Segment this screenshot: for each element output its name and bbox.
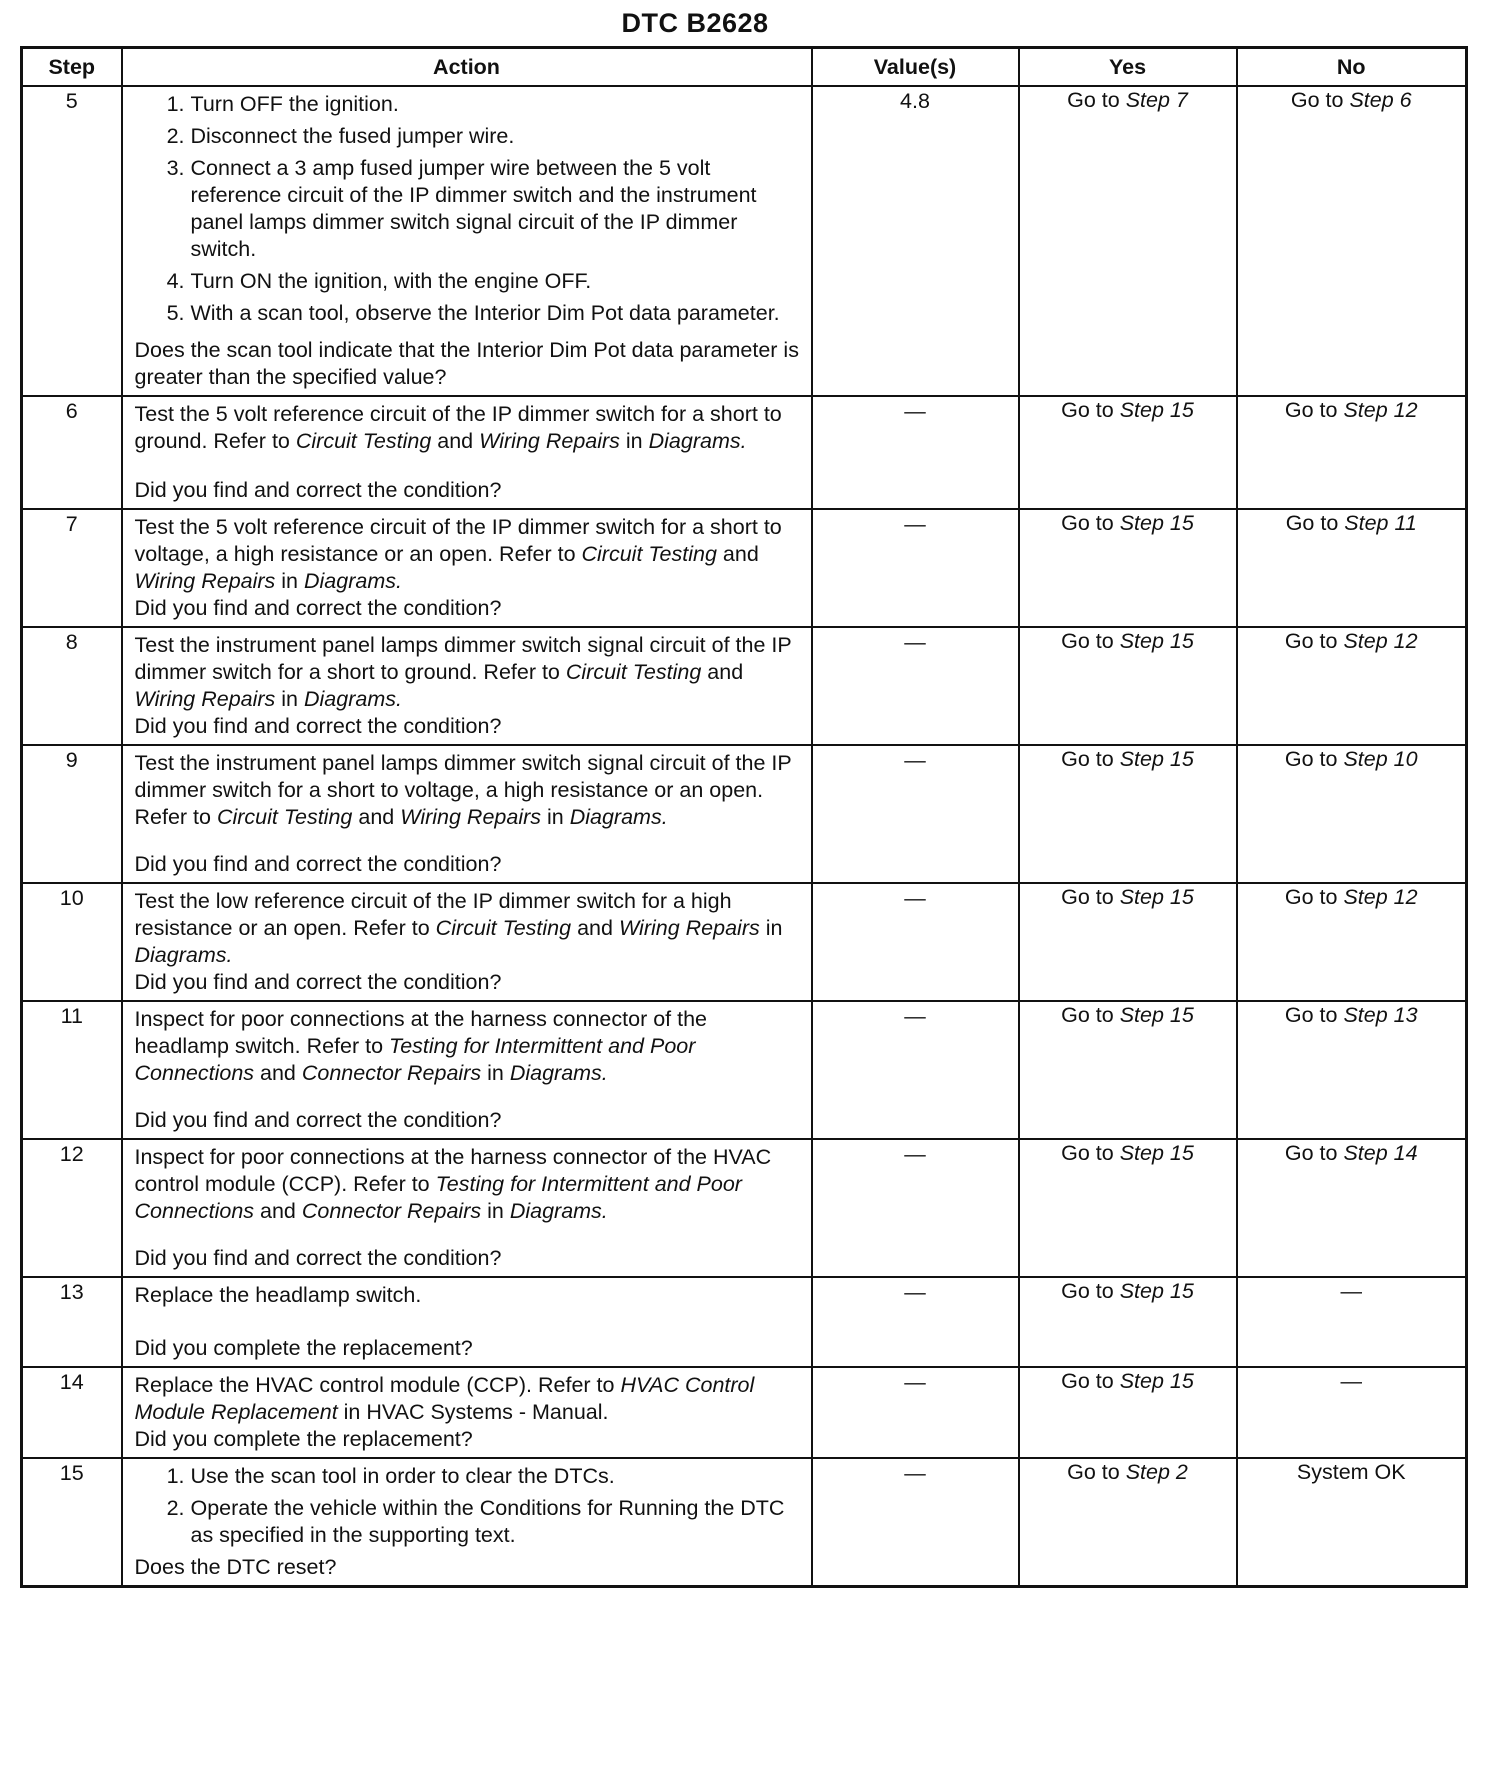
text-segment: in (481, 1061, 510, 1085)
italic-text: Step 15 (1119, 885, 1194, 909)
italic-text: Step 15 (1119, 511, 1194, 535)
italic-text: Wiring Repairs (479, 429, 620, 453)
action-question: Did you find and correct the condition? (134, 1108, 502, 1132)
action-cell (122, 396, 812, 509)
table-row (22, 86, 1467, 396)
step-number: 11 (22, 1001, 122, 1139)
text-segment: and (716, 542, 759, 566)
italic-text: Wiring Repairs (400, 805, 542, 829)
italic-text: Diagrams. (303, 687, 402, 711)
text-segment: Go to (1061, 1141, 1120, 1165)
action-cell (122, 1277, 812, 1367)
no-result (1237, 396, 1467, 509)
italic-text: Connector Repairs (301, 1061, 482, 1085)
action-steps-list (135, 1463, 803, 1554)
action-question: Did you find and correct the condition? (134, 852, 502, 876)
text-segment: Go to (1290, 88, 1350, 112)
text-segment: Go to (1284, 1141, 1344, 1165)
action-cell (122, 1367, 812, 1458)
italic-text: Step 15 (1119, 1003, 1194, 1027)
yes-result (1019, 1458, 1237, 1587)
value-cell: — (812, 627, 1019, 745)
italic-text: Wiring Repairs (134, 569, 276, 593)
header-yes: Yes (1019, 48, 1237, 87)
action-spacer (135, 1309, 803, 1335)
yes-result (1019, 1139, 1237, 1277)
document-title: DTC B2628 (621, 8, 769, 38)
text-segment: Replace the HVAC control module (CCP). Refer to (134, 1373, 621, 1397)
action-spacer (135, 455, 803, 477)
italic-text: Diagrams. (134, 943, 233, 967)
yes-result (1019, 1001, 1237, 1139)
no-result (1237, 1139, 1467, 1277)
text-segment: Inspect for poor connections at the harness connector of the headlamp switch. Refer to (134, 1007, 707, 1058)
step-number: 9 (22, 745, 122, 883)
text-segment: and (431, 429, 480, 453)
step-number: 15 (22, 1458, 122, 1587)
action-question: Did you find and correct the condition? (134, 714, 502, 738)
action-step-item (191, 268, 803, 295)
action-instruction (135, 750, 803, 831)
text-segment: and (352, 805, 401, 829)
header-step: Step (22, 48, 122, 87)
value-cell: 4.8 (812, 86, 1019, 396)
action-step-item (191, 1463, 803, 1490)
italic-text: Step 12 (1343, 629, 1418, 653)
step-number: 8 (22, 627, 122, 745)
action-instruction (135, 888, 803, 969)
no-result (1237, 1001, 1467, 1139)
table-row (22, 509, 1467, 627)
no-result (1237, 1458, 1467, 1587)
action-question: Did you find and correct the condition? (134, 596, 502, 620)
no-result (1237, 509, 1467, 627)
text-segment: Go to (1284, 629, 1344, 653)
action-step-item (191, 300, 803, 327)
italic-text: Step 2 (1125, 1460, 1188, 1484)
yes-result (1019, 509, 1237, 627)
step-number: 13 (22, 1277, 122, 1367)
text-segment: Use the scan tool in order to clear the DTCs. (190, 1464, 615, 1488)
text-segment: Inspect for poor connections at the harness connector of the HVAC control module (CCP). Refer to (134, 1145, 772, 1196)
action-instruction (135, 1372, 803, 1426)
yes-result (1019, 627, 1237, 745)
action-cell (122, 1458, 812, 1587)
italic-text: Diagrams. (303, 569, 402, 593)
italic-text: Circuit Testing (581, 542, 717, 566)
italic-text: Wiring Repairs (618, 916, 760, 940)
text-segment: Go to (1061, 1279, 1120, 1303)
action-instruction (135, 1282, 803, 1309)
action-spacer (135, 1087, 803, 1107)
action-step-item (191, 155, 803, 263)
text-segment: and (254, 1061, 302, 1085)
table-row (22, 1458, 1467, 1587)
text-segment: Go to (1061, 511, 1120, 535)
action-question: Did you complete the replacement? (134, 1427, 473, 1451)
text-segment: and (571, 916, 619, 940)
italic-text: Circuit Testing (435, 916, 572, 940)
table-row (22, 1139, 1467, 1277)
no-result (1237, 1277, 1467, 1367)
diagnostic-table (20, 46, 1468, 1588)
text-segment: Go to (1061, 1369, 1120, 1393)
value-cell: — (812, 1139, 1019, 1277)
action-instruction (135, 1144, 803, 1225)
yes-result (1019, 396, 1237, 509)
italic-text: Step 12 (1343, 398, 1418, 422)
action-step-item (191, 91, 803, 118)
text-segment: Operate the vehicle within the Conditions for Running the DTC as specified in the supporting text. (190, 1496, 785, 1547)
no-result (1237, 86, 1467, 396)
italic-text: Step 15 (1119, 1279, 1194, 1303)
step-number: 7 (22, 509, 122, 627)
italic-text: Wiring Repairs (134, 687, 276, 711)
text-segment: and (254, 1199, 302, 1223)
action-spacer (135, 831, 803, 851)
value-cell: — (812, 883, 1019, 1001)
yes-result (1019, 745, 1237, 883)
text-segment: in (541, 805, 570, 829)
text-segment: Go to (1061, 629, 1120, 653)
italic-text: Step 15 (1119, 1141, 1194, 1165)
action-question: Did you find and correct the condition? (134, 478, 502, 502)
italic-text: Step 6 (1349, 88, 1412, 112)
text-segment: Go to (1061, 1003, 1120, 1027)
table-row (22, 883, 1467, 1001)
italic-text: Step 14 (1343, 1141, 1418, 1165)
text-segment: System OK (1296, 1460, 1406, 1484)
header-value: Value(s) (812, 48, 1019, 87)
text-segment: Go to (1061, 747, 1120, 771)
header-action: Action (122, 48, 812, 87)
table-row (22, 745, 1467, 883)
text-segment: Test the low reference circuit of the IP dimmer switch for a high resistance or an open. Refer to (134, 889, 732, 940)
italic-text: Step 13 (1343, 1003, 1418, 1027)
table-body (22, 86, 1467, 1587)
value-cell: — (812, 1367, 1019, 1458)
action-cell (122, 1001, 812, 1139)
italic-text: Diagrams. (569, 805, 668, 829)
italic-text: Step 15 (1119, 747, 1194, 771)
action-question: Does the scan tool indicate that the Interior Dim Pot data parameter is greater than the specified value? (134, 338, 799, 389)
yes-result (1019, 1367, 1237, 1458)
no-result (1237, 883, 1467, 1001)
italic-text: Step 11 (1344, 511, 1417, 535)
yes-result (1019, 1277, 1237, 1367)
text-segment: — (1340, 1279, 1362, 1303)
italic-text: Diagrams. (509, 1199, 608, 1223)
value-cell: — (812, 396, 1019, 509)
action-cell (122, 627, 812, 745)
no-result (1237, 1367, 1467, 1458)
text-segment: With a scan tool, observe the Interior Dim Pot data parameter. (190, 301, 780, 325)
text-segment: Go to (1061, 398, 1120, 422)
step-number: 14 (22, 1367, 122, 1458)
italic-text: Circuit Testing (216, 805, 353, 829)
action-step-item (191, 1495, 803, 1549)
action-question: Does the DTC reset? (134, 1555, 337, 1579)
italic-text: Step 15 (1119, 629, 1194, 653)
text-segment: Go to (1284, 1003, 1344, 1027)
text-segment: Test the 5 volt reference circuit of the IP dimmer switch for a short to ground. Refer to (134, 402, 782, 453)
text-segment: Turn ON the ignition, with the engine OFF. (190, 269, 592, 293)
value-cell: — (812, 745, 1019, 883)
table-row (22, 1001, 1467, 1139)
italic-text: Step 12 (1343, 885, 1418, 909)
action-question: Did you find and correct the condition? (134, 1246, 502, 1270)
text-segment: Go to (1067, 1460, 1126, 1484)
value-cell: — (812, 1001, 1019, 1139)
text-segment: Disconnect the fused jumper wire. (190, 124, 515, 148)
text-segment: in (759, 916, 783, 940)
italic-text: Testing for Intermittent and Poor Connections (134, 1172, 742, 1223)
italic-text: Testing for Intermittent and Poor Connections (134, 1034, 696, 1085)
value-cell: — (812, 1458, 1019, 1587)
text-segment: Go to (1067, 88, 1126, 112)
action-cell (122, 883, 812, 1001)
italic-text: Step 10 (1343, 747, 1418, 771)
action-cell (122, 1139, 812, 1277)
italic-text: Circuit Testing (295, 429, 432, 453)
action-steps-list (135, 91, 803, 332)
no-result (1237, 627, 1467, 745)
text-segment: Go to (1284, 885, 1344, 909)
italic-text: HVAC Control Module Replacement (134, 1373, 755, 1424)
text-segment: Go to (1061, 885, 1120, 909)
action-instruction (135, 632, 803, 713)
text-segment: — (1340, 1369, 1362, 1393)
step-number: 12 (22, 1139, 122, 1277)
no-result (1237, 745, 1467, 883)
table-row (22, 396, 1467, 509)
italic-text: Diagrams. (648, 429, 747, 453)
step-number: 6 (22, 396, 122, 509)
text-segment: in (275, 569, 304, 593)
text-segment: Test the instrument panel lamps dimmer switch signal circuit of the IP dimmer switch for a short to ground. Refer to (134, 633, 792, 684)
table-row (22, 627, 1467, 745)
table-header-row (22, 48, 1467, 87)
italic-text: Step 7 (1125, 88, 1188, 112)
text-segment: Go to (1285, 511, 1345, 535)
text-segment: Connect a 3 amp fused jumper wire between the 5 volt reference circuit of the IP dimmer switch and the instrument panel lamps dimmer switch signal circuit of the IP dimmer switch. (190, 156, 757, 261)
step-number: 5 (22, 86, 122, 396)
text-segment: Replace the headlamp switch. (134, 1283, 422, 1307)
action-question: Did you find and correct the condition? (134, 970, 502, 994)
text-segment: and (701, 660, 744, 684)
italic-text: Step 15 (1119, 398, 1194, 422)
action-instruction (135, 1006, 803, 1087)
yes-result (1019, 883, 1237, 1001)
action-cell (122, 86, 812, 396)
text-segment: Turn OFF the ignition. (190, 92, 399, 116)
text-segment: Go to (1284, 398, 1344, 422)
text-segment: Test the 5 volt reference circuit of the IP dimmer switch for a short to voltage, a high resistance or an open. Refer to (134, 515, 782, 566)
table-row (22, 1367, 1467, 1458)
table-row (22, 1277, 1467, 1367)
action-instruction (135, 401, 803, 455)
text-segment: in (481, 1199, 510, 1223)
text-segment: in HVAC Systems - Manual. (337, 1400, 609, 1424)
italic-text: Step 15 (1119, 1369, 1194, 1393)
action-instruction (135, 514, 803, 595)
italic-text: Connector Repairs (301, 1199, 482, 1223)
italic-text: Diagrams. (509, 1061, 608, 1085)
action-spacer (135, 1225, 803, 1245)
action-question: Did you complete the replacement? (134, 1336, 473, 1360)
step-number: 10 (22, 883, 122, 1001)
text-segment: in (275, 687, 304, 711)
action-cell (122, 745, 812, 883)
yes-result (1019, 86, 1237, 396)
text-segment: Go to (1284, 747, 1344, 771)
header-no: No (1237, 48, 1467, 87)
value-cell: — (812, 1277, 1019, 1367)
action-cell (122, 509, 812, 627)
text-segment: in (619, 429, 649, 453)
text-segment: Test the instrument panel lamps dimmer switch signal circuit of the IP dimmer switch for a short to voltage, a high resistance or an open. Refer to (134, 751, 792, 829)
value-cell: — (812, 509, 1019, 627)
italic-text: Circuit Testing (565, 660, 702, 684)
action-step-item (191, 123, 803, 150)
